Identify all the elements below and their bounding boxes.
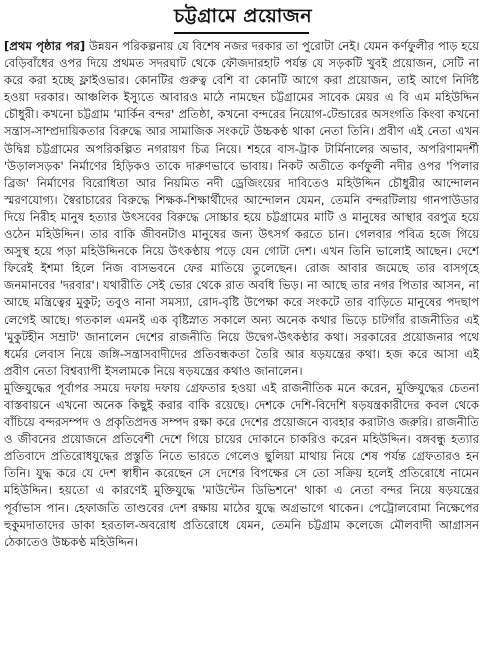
article-headline: চট্টগ্রামে প্রয়োজন [174, 2, 309, 34]
paragraph-2-text: মুক্তিযুদ্ধের পূর্বাপর সময়ে দফায় দফায় গ্রেফতার হওয়া এই রাজনীতিক মনে করেন, মুক্তিযুদ্ধের চেতনা বাস্তবায়নে এখনো অনেক কিছুই করার বাকি রয়েছে। দেশকে দেশি-বিদেশি ষড়যন্ত্রকারীদের কবল থেকে বাঁচিয়ে বন্দরসম্পদ ও প্রকৃতিপ্রদত্ত সম্পদ রক্ষা করে দেশের প্রয়োজনে ব্যবহার করাটাও জরুরি। রাজনীতি ও জীবনের প্রয়োজনে প্রতিবেশী দেশে গিয়ে চায়ের দোকানে চাকরিও করেন মহিউদ্দিন। বঙ্গবন্ধু হত্যার প্রতিবাদে প্রতিরোধযুদ্ধের প্রস্তুতি নিতে ভারতে গেলেও ছুলিয়া মাথায় নিয়ে শেষ পর্যন্ত গ্রেফতারও হন তিনি। যুদ্ধ করে যে দেশ স্বাধীন করেছেন সে দেশের বিপক্ষের সে তো সক্রিয় হলেই প্রতিরোধে নামেন মহিউদ্দিন। হয়তো এ কারণেই মুক্তিযুদ্ধে 'মাউন্টেন ডিভিশনে' থাকা এ নেতা বন্দর নিয়ে ষড়যন্ত্রের পূর্বাভাস পান। হেফাজতি তাণ্ডবের দেশ রক্ষায় মাঠের যুদ্ধে অগ্রভাগে থাকেন। পেট্রোলবোমা নিক্ষেপের হুকুমদাতাদের ডাকা হরতাল-অবরোধ প্রতিরোধে যেমন, তেমনি চট্টগ্রাম কলেজে মৌলবাদী আগ্রাসন ঠেকাতেও উচ্চকণ্ঠ মহিউদ্দিন। [4, 380, 479, 549]
article-paragraph-1 [4, 38, 479, 380]
article-body [4, 38, 479, 551]
news-article [4, 2, 479, 642]
continuation-marker: [প্রথম পৃষ্ঠার পর] [4, 39, 86, 53]
article-paragraph-2 [4, 380, 479, 551]
paragraph-1-text: উন্নয়ন পরিকল্পনায় যে বিশেষ নজর দরকার তা পুরোটা নেই। যেমন কর্ণফুলীর পাড় হয়ে বেড়িবাঁধের ওপর দিয়ে প্রথমত সদরঘাট থেকে ফৌজদারহাট পর্যন্ত যে সড়কটি খুবই প্রয়োজন, সেটি না করে করা হচ্ছে ফ্লাইওভার। কোনটির গুরুত্ব বেশি বা কোনটি আগে করা প্রয়োজন, তাই আগে নির্দিষ্ট হওয়া দরকার। আঞ্চলিক ইস্যুতে আবারও মাঠে নামছেন চট্টগ্রামের সাবেক মেয়র এ বি এম মহিউদ্দিন চৌধুরী। কখনো চট্টগ্রাম 'মার্কিন বন্দর' প্রতিষ্ঠা, কখনো বন্দরের নিয়োগ-টেন্ডারের অসংগতি কিংবা কখনো সন্ত্রাস-সাম্প্রদায়িকতার বিরুদ্ধে আর সামাজিক সংকটে উচ্চকণ্ঠ থাকা নেতা তিনি। প্রবীণ এই নেতা এখন উদ্বিগ্ন চট্টগ্রামের অপরিকল্পিত নগরায়ণ চিত্র নিয়ে। শহরে বাস-ট্রাক টার্মিনালের অভাব, অপরিণামদর্শী 'উড়ালসড়ক' নির্মাণের হিড়িকও তাকে দারুণভাবে ভাবায়। নিকট অতীতে কর্ণফুলী নদীর ওপর 'পিলার ব্রিজ' নির্মাণের বিরোধিতা আর নিয়মিত নদী ড্রেজিংয়ের দাবিতেও মহিউদ্দিন চৌধুরীর আন্দোলন স্মরণযোগ্য। স্বৈরাচারের বিরুদ্ধে শিক্ষক-শিক্ষার্থীদের আন্দোলন যেমন, তেমনি বন্দরটিলায় গানপাউডার দিয়ে নিরীহ মানুষ হত্যার উৎসবের বিরুদ্ধে সোচ্চার হয়ে চট্টগ্রামের মাটি ও মানুষের আস্থার বরপুত্র হয়ে ওঠেন মহিউদ্দিন। তার বাকি জীবনটাও মানুষের জন্য উৎসর্গ করতে চান। গেলবার পবিত্র হজে গিয়ে অসুস্থ হয়ে পড়া মহিউদ্দিনকে নিয়ে উৎকণ্ঠায় পড়ে যেন গোটা দেশ। এখন তিনি ভালোই আছেন। দেশে ফিরেই ইশমা হিলে নিজ বাসভবনে ফের মাতিয়ে তুলেছেন। রোজ আবার জমেছে তার বাসগৃহে জনমানবের 'দরবার'। যথারীতি সেই ভোর থেকে রাত অবধি ভিড়। না আছে তার নগর পিতার আসন, না আছে মন্ত্রিত্বের মুকুট; তবুও নানা সমস্যা, রোদ-বৃষ্টি উপেক্ষা করে সংকটে তার বাড়িতে মানুষের পদছাপ লেগেই আছে। গতকাল এমনই এক বৃষ্টিস্নাত সকালে অন্য অনেক কথার ভিড়ে চাটগাঁর রাজনীতির এই 'মুকুটহীন সম্রাট' জানালেন দেশের রাজনীতি নিয়ে উদ্বেগ-উৎকণ্ঠার কথা। সরকারের প্রয়োজনার পথে ধর্মের লেবাস নিয়ে জঙ্গি-সন্ত্রাসবাদীদের প্রতিবন্ধকতা তৈরি আর ষড়যন্ত্রের কথা। হজ করে আসা এই প্রবীণ নেতা বিশ্বব্যাপী ইসলামকে নিয়ে ষড়যন্ত্রের কথাও জানালেন। [4, 39, 479, 378]
